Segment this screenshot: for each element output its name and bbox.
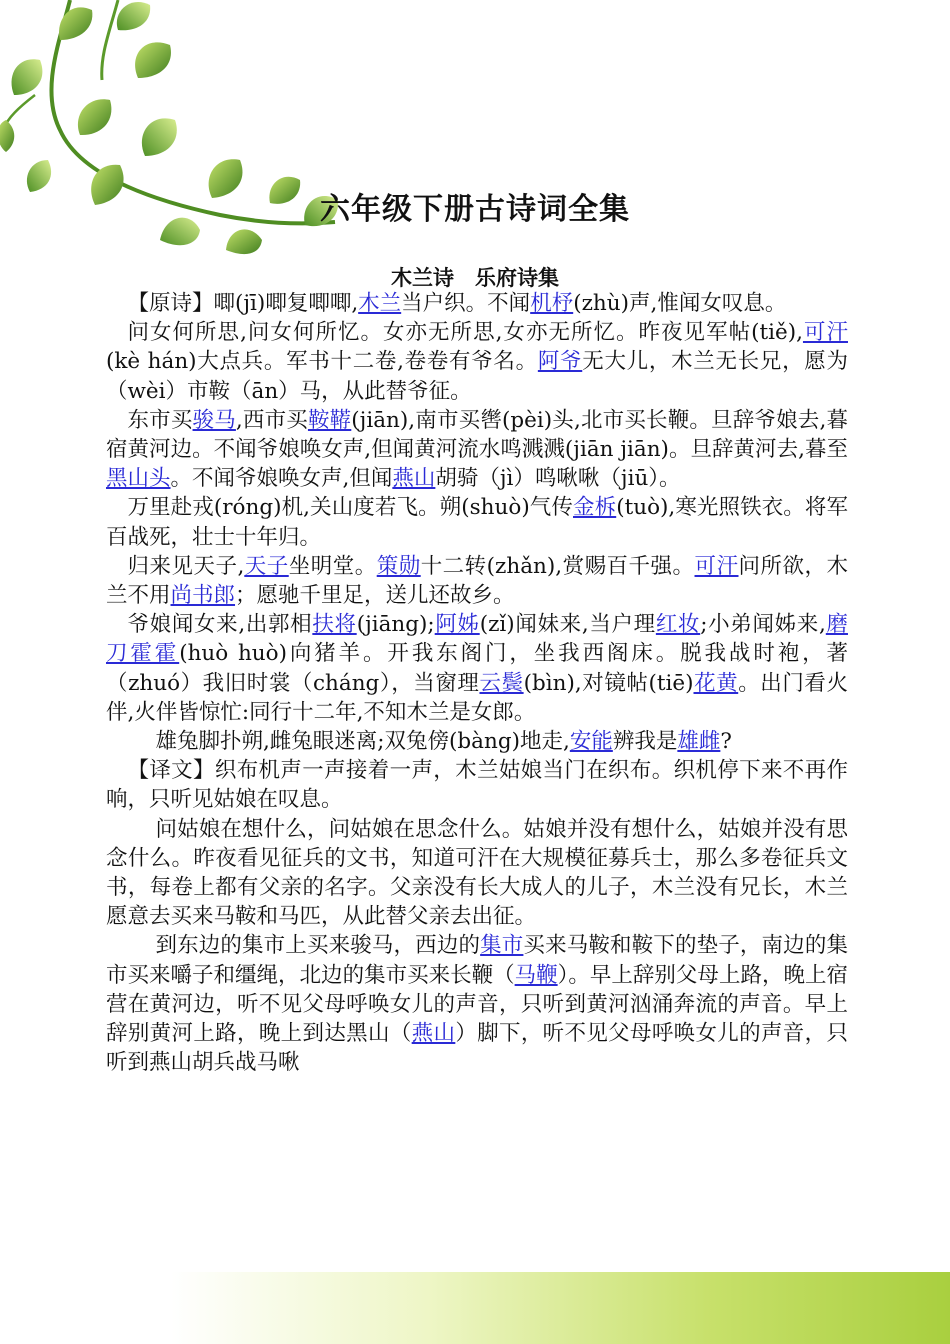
text-segment: ）。早上辞别父母上路，晚上宿营在黄河边，听不见父母呼唤女儿的声音，只听到黄河汹涌奔流的声音。早上辞别黄河上路，晚上到达黑山（ (106, 962, 848, 1047)
text-segment: 坐明堂。 (288, 553, 377, 579)
paragraph-translation-2 (106, 815, 848, 932)
text-segment: (jiāng); (356, 612, 435, 638)
paragraph-original-7 (106, 727, 848, 756)
text-segment: ? (720, 729, 732, 755)
term-link[interactable]: 金柝 (573, 495, 617, 521)
text-segment: 当户织。不闻 (401, 291, 531, 316)
term-link[interactable]: 磨刀霍霍 (106, 612, 848, 667)
text-segment: 【译文】织布机声一声接着一声，木兰姑娘当门在织布。织机停下来不再作响，只听见姑娘在叹息。 (106, 758, 848, 813)
term-link[interactable]: 机杼 (530, 291, 574, 316)
text-segment: (zhù)声,惟闻女叹息。 (573, 291, 787, 316)
term-link[interactable]: 骏马 (192, 407, 236, 433)
text-segment: 问姑娘在想什么，问姑娘在思念什么。姑娘并没有想什么，姑娘并没有思念什么。昨夜看见征兵的文书，知道可汗在大规模征募兵士，那么多卷征兵文书，每卷上都有父亲的名字。父亲没有长大成人的儿子，木兰没有兄长，木兰愿意去买来马鞍和马匹，从此替父亲去出征。 (106, 816, 848, 930)
paragraph-original-5 (106, 552, 848, 610)
text-segment: 问女何所思,问女何所忆。女亦无所思,女亦无所忆。昨夜见军帖(tiě), (127, 320, 803, 346)
term-link[interactable]: 鞍鞯 (307, 407, 352, 433)
text-segment: ）脚下，听不见父母呼唤女儿的声音，只听到燕山胡兵战马啾 (106, 1021, 848, 1076)
text-segment: 。出门看火伴,火伴皆惊忙:同行十二年,不知木兰是女郎。 (106, 670, 848, 725)
term-link[interactable]: 阿姊 (434, 612, 480, 638)
text-segment: ,西市买 (235, 407, 308, 433)
text-segment: (huò huò)向猪羊。开我东阁门，坐我西阁床。脱我战时袍，著（zhuó）我旧时裳（cháng），当窗理 (106, 641, 848, 696)
text-segment: 东市买 (127, 407, 193, 433)
term-link[interactable]: 木兰 (358, 291, 402, 316)
term-link[interactable]: 黑山头 (106, 466, 171, 492)
text-segment: 问所欲，木兰不用 (106, 553, 848, 609)
term-link[interactable]: 尚书郎 (170, 583, 236, 609)
text-segment: (jiān),南市买辔(pèi)头,北市买长鞭。旦辞爷娘去,暮宿黄河边。不闻爷娘唤女声,但闻黄河流水鸣溅溅(jiān jiān)。旦辞黄河去,暮至 (106, 407, 848, 463)
term-link[interactable]: 扶将 (312, 612, 357, 638)
paragraph-original-2 (106, 318, 848, 406)
text-segment: 到东边的集市上买来骏马，西边的 (155, 933, 481, 959)
text-segment: 胡骑（jì）鸣啾啾（jiū）。 (435, 466, 681, 492)
term-link[interactable]: 燕山 (392, 466, 436, 492)
text-segment: (zǐ)闻妹来,当户理 (479, 612, 656, 638)
text-segment: 爷娘闻女来,出郭相 (127, 612, 313, 638)
paragraph-translation-1 (106, 756, 848, 814)
paragraph-original-1 (106, 289, 848, 318)
term-link[interactable]: 策勋 (376, 553, 421, 579)
poem-title: 木兰诗 乐府诗集 (391, 266, 559, 290)
term-link[interactable]: 天子 (244, 553, 289, 579)
text-segment: 【原诗】唧(jī)唧复唧唧, (127, 291, 359, 316)
term-link[interactable]: 可汗 (802, 320, 848, 346)
text-segment: 十二转(zhǎn),赏赐百千强。 (420, 553, 695, 579)
text-segment: (bìn),对镜帖(tiē) (523, 670, 694, 696)
paragraph-original-6 (106, 610, 848, 727)
text-segment: 万里赴戎(róng)机,关山度若飞。朔(shuò)气传 (127, 495, 573, 521)
text-segment: ;小弟闻姊来, (700, 612, 826, 638)
paragraph-original-4 (106, 493, 848, 551)
term-link[interactable]: 可汗 (694, 553, 739, 579)
text-segment: 归来见天子, (127, 553, 245, 579)
text-segment: ；愿驰千里足，送儿还故乡。 (235, 583, 515, 609)
text-segment: 无大儿，木兰无长兄，愿为（wèi）市鞍（ān）马，从此替爷征。 (106, 349, 848, 404)
document-title: 六年级下册古诗词全集 (320, 192, 630, 227)
term-link[interactable]: 红妆 (655, 612, 701, 638)
footer-gradient-band (0, 1272, 950, 1344)
paragraph-original-3 (106, 406, 848, 494)
paragraph-translation-3 (106, 931, 848, 1077)
text-segment: 买来马鞍和鞍下的垫子，南边的集市买来嚼子和缰绳，北边的集市买来长鞭（ (106, 933, 848, 988)
text-segment: (kè hán)大点兵。军书十二卷,卷卷有爷名。 (106, 349, 538, 375)
term-link[interactable]: 马鞭 (514, 962, 558, 988)
term-link[interactable]: 燕山 (411, 1021, 456, 1047)
term-link[interactable]: 阿爷 (537, 349, 583, 375)
term-link[interactable]: 云鬓 (479, 670, 524, 696)
text-segment: 。不闻爷娘唤女声,但闻 (170, 466, 393, 492)
text-segment: (tuò),寒光照铁衣。将军百战死，壮士十年归。 (106, 495, 848, 550)
text-segment: 辨我是 (612, 729, 678, 755)
term-link[interactable]: 安能 (569, 729, 613, 755)
text-segment: 雄兔脚扑朔,雌兔眼迷离;双兔傍(bàng)地走, (155, 729, 570, 755)
term-link[interactable]: 集市 (480, 933, 524, 959)
document-body (106, 289, 848, 1077)
term-link[interactable]: 雄雌 (677, 729, 721, 755)
term-link[interactable]: 花黄 (693, 670, 739, 696)
